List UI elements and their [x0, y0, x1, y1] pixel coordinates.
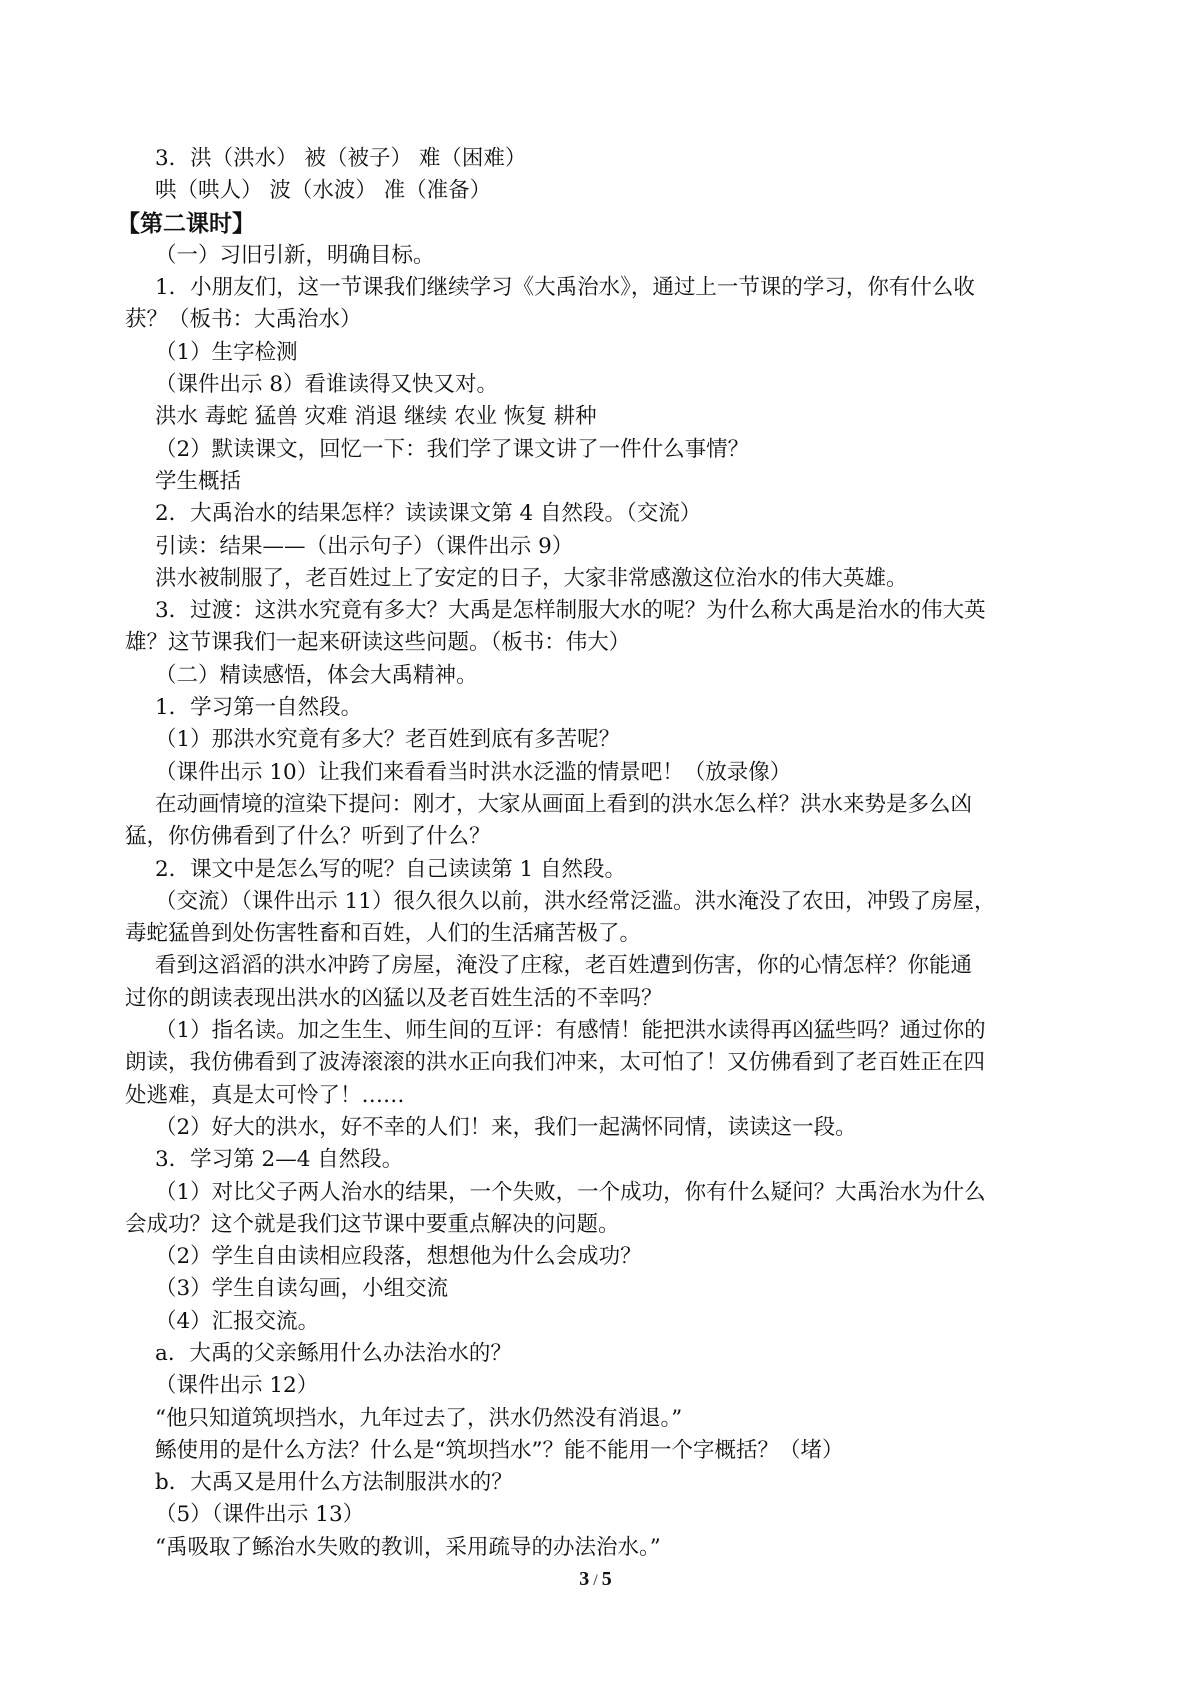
text-line: 朗读，我仿佛看到了波涛滚滚的洪水正向我们冲来，太可怕了！又仿佛看到了老百姓正在四	[125, 1050, 986, 1076]
text-line: 洪水被制服了，老百姓过上了安定的日子，大家非常感激这位治水的伟大英雄。	[155, 565, 908, 591]
text-line: 洪水 毒蛇 猛兽 灾难 消退 继续 农业 恢复 耕种	[155, 404, 597, 430]
text-line: b．大禹又是用什么方法制服洪水的？	[155, 1470, 513, 1496]
section-heading: 【第二课时】	[117, 210, 255, 237]
text-line: 2．大禹治水的结果怎样？读读课文第 4 自然段。（交流）	[155, 501, 702, 527]
text-line: （一）习旧引新，明确目标。	[155, 242, 435, 268]
text-line: 处逃难，真是太可怜了！……	[125, 1082, 405, 1108]
text-line: （3）学生自读勾画，小组交流	[155, 1276, 449, 1302]
text-line: 3．过渡：这洪水究竟有多大？大禹是怎样制服大水的呢？为什么称大禹是治水的伟大英	[155, 598, 986, 624]
text-line: 获？（板书：大禹治水）	[125, 307, 362, 333]
text-line: （5）（课件出示 13）	[155, 1502, 365, 1528]
text-line: （课件出示 8）看谁读得又快又对。	[155, 372, 499, 398]
text-line: （2）学生自由读相应段落，想想他为什么会成功？	[155, 1244, 642, 1270]
page-number	[0, 1568, 1191, 1591]
text-line: 哄（哄人） 波（水波） 准（准备）	[155, 178, 492, 204]
text-line: “禹吸取了鲧治水失败的教训，采用疏导的办法治水。”	[155, 1534, 661, 1560]
text-line: （1）指名读。加之生生、师生间的互评：有感情！能把洪水读得再凶猛些吗？通过你的	[155, 1018, 986, 1044]
text-line: 3．学习第 2—4 自然段。	[155, 1147, 404, 1173]
text-line: 3．洪（洪水） 被（被子） 难（困难）	[155, 146, 527, 171]
text-line: 过你的朗读表现出洪水的凶猛以及老百姓生活的不幸吗？	[125, 985, 663, 1011]
text-line: “他只知道筑坝挡水，九年过去了，洪水仍然没有消退。”	[155, 1405, 683, 1431]
text-line: （1）对比父子两人治水的结果，一个失败，一个成功，你有什么疑问？大禹治水为什么	[155, 1179, 986, 1205]
text-line: （1）那洪水究竟有多大？老百姓到底有多苦呢？	[155, 727, 621, 753]
text-line: 2．课文中是怎么写的呢？自己读读第 1 自然段。	[155, 856, 627, 882]
text-line: （1）生字检测	[155, 339, 298, 365]
document-body	[117, 143, 1085, 1564]
text-line: （课件出示 10）让我们来看看当时洪水泛滥的情景吧！（放录像）	[155, 759, 792, 785]
text-line: 会成功？这个就是我们这节课中要重点解决的问题。	[125, 1211, 620, 1237]
text-line: （二）精读感悟，体会大禹精神。	[155, 662, 478, 688]
text-line: （2）好大的洪水，好不幸的人们！来，我们一起满怀同情，读读这一段。	[155, 1114, 857, 1140]
text-line: （课件出示 12）	[155, 1373, 319, 1399]
text-line: 鲧使用的是什么方法？什么是“筑坝挡水”？能不能用一个字概括？（堵）	[155, 1437, 844, 1463]
text-line: 看到这滔滔的洪水冲跨了房屋，淹没了庄稼，老百姓遭到伤害，你的心情怎样？你能通	[155, 953, 973, 979]
text-line: 1．学习第一自然段。	[155, 695, 363, 721]
text-line: 1．小朋友们，这一节课我们继续学习《大禹治水》，通过上一节课的学习，你有什么收	[155, 275, 975, 301]
text-line: 引读：结果——（出示句子）（课件出示 9）	[155, 533, 574, 559]
page-total: 5	[601, 1568, 612, 1590]
text-line: （交流）（课件出示 11）很久很久以前，洪水经常泛滥。洪水淹没了农田，冲毁了房屋，	[155, 888, 996, 914]
text-line: 在动画情境的渲染下提问：刚才，大家从画面上看到的洪水怎么样？洪水来势是多么凶	[155, 791, 973, 817]
text-line: （4）汇报交流。	[155, 1308, 320, 1334]
text-line: 毒蛇猛兽到处伤害牲畜和百姓，人们的生活痛苦极了。	[125, 921, 642, 947]
text-line: 雄？这节课我们一起来研读这些问题。（板书：伟大）	[125, 630, 631, 656]
page-current: 3	[579, 1568, 590, 1590]
text-line: （2）默读课文，回忆一下：我们学了课文讲了一件什么事情？	[155, 436, 750, 462]
text-line: a．大禹的父亲鲧用什么办法治水的？	[155, 1340, 512, 1366]
page-separator: /	[589, 1572, 602, 1589]
text-line: 学生概括	[155, 468, 242, 494]
text-line: 猛，你仿佛看到了什么？听到了什么？	[125, 824, 491, 850]
